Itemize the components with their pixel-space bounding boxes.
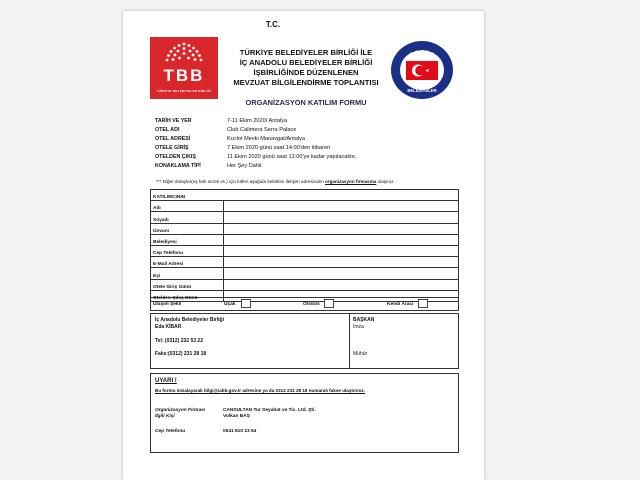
bus-checkbox[interactable] <box>324 299 334 308</box>
own-car-checkbox[interactable] <box>418 299 428 308</box>
info-label: OTEL ADRESİ <box>155 136 191 142</box>
info-label: OTEL ADI <box>155 127 180 133</box>
transport-option-label: Otobüs <box>303 302 320 307</box>
heading-line: İŞBİRLİĞİNDE DÜZENLENEN <box>253 68 359 77</box>
info-value: Her Şey Dahil <box>227 162 262 169</box>
transport-label: Ulaşım Şekli <box>153 302 182 307</box>
field-label: Belediyesi <box>151 234 224 245</box>
field-input[interactable] <box>224 234 459 245</box>
field-label: Eşi <box>151 268 224 279</box>
seal-label: Mühür <box>353 351 368 357</box>
field-input[interactable] <box>224 257 459 268</box>
info-value: 11 Ekim 2020 günü saat 12:00'ye kadar yapılacaktır. <box>227 153 357 160</box>
field-label: Ünvanı <box>151 223 224 234</box>
warning-box <box>150 373 459 453</box>
contact-person-value: Volkan BAŞ <box>223 414 250 419</box>
info-value: Kızılot Mevki Manavgat/Antalya <box>227 135 306 142</box>
emblem-text: BELEDİYELER <box>407 88 437 93</box>
field-input[interactable] <box>224 245 459 256</box>
info-label: KONAKLAMA TİPİ <box>155 163 201 169</box>
org-name: İç Anadolu Belediyeler Birliği <box>155 317 224 323</box>
transport-option-label: Uçak <box>224 302 236 307</box>
heading-line: TÜRKİYE BELEDİYELER BİRLİĞİ İLE <box>239 48 373 57</box>
field-label: E-Mail Adresi <box>151 257 224 268</box>
contact-note <box>156 179 456 184</box>
info-value: 7-11 Ekim 2020/ Antalya <box>227 117 288 124</box>
contact-name: Eda KİBAR <box>155 324 182 330</box>
tbb-logo <box>150 37 218 99</box>
info-label: OTELDEN ÇIKIŞ <box>155 154 196 160</box>
mobile-value: 0541 810 23 64 <box>223 429 257 434</box>
document-heading <box>226 48 386 88</box>
dome-icon <box>164 41 204 63</box>
fax-number: Faks:(0312) 231 28 18 <box>155 351 207 357</box>
form-title: ORGANİZASYON KATILIM FORMU <box>245 98 367 107</box>
contact-person-label: İlgili Kişi <box>155 414 175 419</box>
plane-checkbox[interactable] <box>241 299 251 308</box>
field-input[interactable] <box>224 201 459 212</box>
transport-option-label: Kendi Aracı <box>387 302 414 307</box>
field-label: Soyadı <box>151 212 224 223</box>
field-input[interactable] <box>224 212 459 223</box>
info-label: TARİH VE YER <box>155 118 192 124</box>
info-label: OTELE GİRİŞ <box>155 145 189 151</box>
form-header: KATILIMCININ <box>151 190 459 201</box>
signature-label: İmza <box>353 324 364 330</box>
org-firm-value: CANSULTAN Tur Seyahat ve Tic. Ltd. Şti. <box>223 408 316 413</box>
field-label: Otele Giriş Günü <box>151 279 224 290</box>
heading-line: MEVZUAT BİLGİLENDİRME TOPLANTISI <box>233 78 379 87</box>
signature-divider <box>349 314 350 368</box>
field-label: Adı <box>151 201 224 212</box>
field-label: Cep Telefonu <box>151 245 224 256</box>
heading-line: İÇ ANADOLU BELEDİYELER BİRLİĞİ <box>239 58 373 67</box>
mobile-label: Cep Telefonu <box>155 429 186 434</box>
note-underlined: organizasyon firmasına <box>325 179 377 184</box>
field-input[interactable] <box>224 279 459 290</box>
logo-wordmark: TBB <box>163 66 205 85</box>
transport-row <box>150 297 459 311</box>
president-label: BAŞKAN <box>353 317 375 323</box>
logo-tagline: TÜRKİYE BELEDİYELER BİRLİĞİ <box>156 89 212 93</box>
warning-text: Bu formu imzalayarak bilgi@iabb.gov.tr adresine ya da 0312 231 28 18 numaralı fakse ulaştırınız. <box>155 388 365 393</box>
info-value: Club Calimera Serra Palace <box>227 126 297 133</box>
info-value: 7 Ekim 2020 günü saat 14:00'den itibaren <box>227 144 331 151</box>
participant-form <box>150 189 459 302</box>
note-end: ulaşınız. <box>377 179 395 184</box>
note-text: *** Diğer detaylar(eş fark ücreti vs.) için lütfen aşağıda belirtilen iletişim adresinden <box>156 179 324 184</box>
field-input[interactable] <box>224 268 459 279</box>
field-label: Otelden Çıkış Günü <box>151 290 224 301</box>
warning-title: UYARI ! <box>155 378 177 384</box>
emblem-icon <box>389 39 455 101</box>
tc-label: T.C. <box>265 20 281 29</box>
org-firm-label: Organizasyon Firması <box>155 408 206 413</box>
phone-number: Tel: (0312) 232 53 22 <box>155 338 203 344</box>
signature-box <box>150 313 459 369</box>
field-input[interactable] <box>224 223 459 234</box>
